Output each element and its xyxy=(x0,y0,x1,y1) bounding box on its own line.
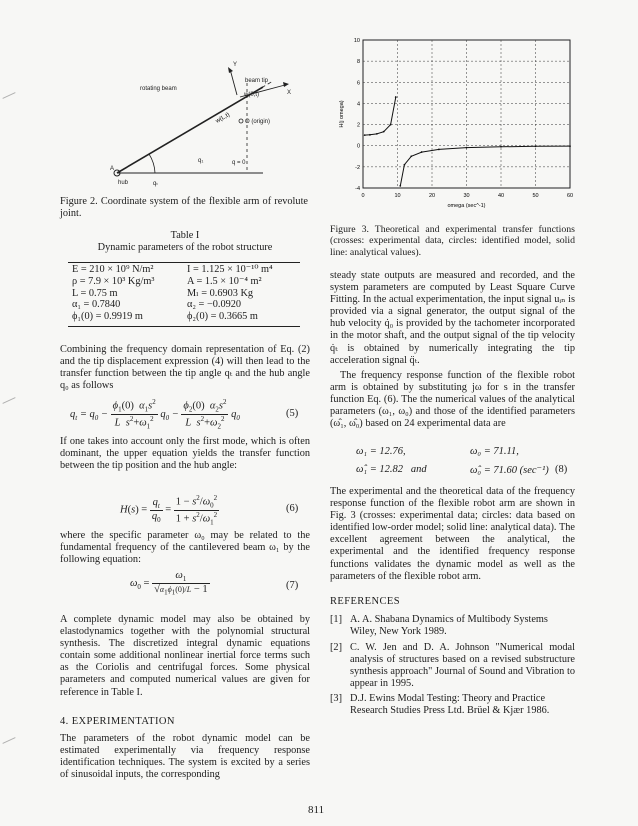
figure3-chart xyxy=(333,30,578,220)
equation-8-line2b: ω̂₀ = 71.60 (sec⁻¹) xyxy=(470,465,549,476)
equation-8-line1a: ω₁ = 12.76, xyxy=(356,446,406,457)
reference-3-number: [3] xyxy=(330,693,343,704)
scan-artifact xyxy=(2,92,15,99)
x-axis-title: omega (sec^-1) xyxy=(447,203,486,209)
series-line-analytical xyxy=(365,97,396,135)
figure2-diagram xyxy=(95,55,305,190)
right-paragraph-1: steady state outputs are measured and recorded, and the system parameters are computed by Least Square Curve Fitting. In the actual experimentation, the input signal uᵢₙ is provided via a signal generator, the output signal of the hub velocity q̇₀ is provided by the tachometer incorporated in the motor shaft, and the output signal of the tip velocity q̇ₜ is obtained by numerically integrating the tip acceleration signal q̈ₜ. xyxy=(330,270,575,366)
table1-top-rule xyxy=(68,262,300,263)
data-point xyxy=(364,134,366,136)
table1-row xyxy=(72,264,302,276)
figure2-caption: Figure 2. Coordinate system of the flexible arm of revolute joint. xyxy=(60,196,308,220)
data-point xyxy=(569,145,571,147)
data-point xyxy=(438,149,440,151)
equation-8-line2a: ω̂₁ = 12.82 and xyxy=(356,464,427,475)
q-zero-label: q = 0 xyxy=(232,160,246,166)
x-tick-label: 50 xyxy=(532,193,539,199)
x-tick-label: 60 xyxy=(566,193,574,199)
x-tick-label: 30 xyxy=(463,193,470,199)
data-point xyxy=(383,131,385,133)
table1-cell: Mₗ = 0.6903 Kg xyxy=(187,287,254,299)
equation-7: $\omega_0$ = $\frac{\omega_1}{√\alpha_1\phi_1(0)/L - 1}$ xyxy=(130,570,208,597)
y-tick-label: 2 xyxy=(356,122,360,129)
data-point xyxy=(399,185,401,187)
x-tick-label: 40 xyxy=(497,193,505,199)
equation-6: H(s) = $\frac{q_t}{q_0}$ = $\frac{1 - s^2/\omega_0^2}{1 + s^2/\omega_1^2}$ xyxy=(120,494,218,527)
scan-artifact xyxy=(2,397,15,404)
table1-subtitle: Dynamic parameters of the robot structure xyxy=(97,242,273,253)
qt-label: qₜ xyxy=(153,181,159,187)
table1-cell: I = 1.125 × 10⁻¹⁰ m⁴ xyxy=(187,264,273,275)
y-axis-label: Y xyxy=(233,62,238,68)
series-line-analytical-branch2 xyxy=(400,146,570,186)
scan-artifact xyxy=(2,737,15,744)
table1-cell: E = 210 × 10⁹ N/m² xyxy=(72,264,154,275)
y-tick-label: 8 xyxy=(356,59,360,66)
y-tick-label: -4 xyxy=(355,186,360,192)
equation-7-number: (7) xyxy=(286,580,299,591)
table1-row xyxy=(72,311,302,323)
y-tick-label: 10 xyxy=(353,38,360,44)
equation-5-number: (5) xyxy=(286,408,299,419)
x-tick-label: 0 xyxy=(361,193,365,199)
x-tick-label: 20 xyxy=(428,193,436,199)
table1-cell: α₁ = 0.7840 xyxy=(72,299,121,311)
left-paragraph-1: Combining the frequency domain representation of Eq. (2) and the tip displacement expression (4) will then lead to the transfer function between the tip angle qₜ and the hub angle q₀ as follows xyxy=(60,344,310,392)
y-tick-label: 6 xyxy=(356,80,360,87)
arc-angle-label: q₁ xyxy=(198,158,204,164)
hub-a-label: A xyxy=(110,166,115,172)
reference-1: A. A. Shabana Dynamics of Multibody Systems Wiley, New York 1989. xyxy=(350,614,548,638)
table1-row xyxy=(72,288,302,300)
y-tick-label: 4 xyxy=(356,101,360,108)
reference-2: C. W. Jen and D. A. Johnson "Numerical modal analysis of structures based on a revised substructure synthesis approach" Journal of Sound and Vibration to appear in 1995. xyxy=(350,642,575,690)
x-tick-label: 10 xyxy=(394,193,401,199)
left-paragraph-5: The parameters of the robot dynamic model can be estimated experimentally via frequency response identification techniques. The system is excited by a series of sinusoidal inputs, the corresponding xyxy=(60,733,310,781)
references-heading: REFERENCES xyxy=(330,596,400,607)
table1-row xyxy=(72,276,302,288)
equation-5: $q_t = q_0$ − $\frac{\phi_1(0) \alpha_1s^2}{L s^2+\omega_1^2}$ $q_0$ − $\frac{\phi_2(0) \alpha_2s^2}{L s^2+\omega_2^2}$ $q_0$ xyxy=(70,398,240,431)
x-axis-label: X xyxy=(287,90,292,96)
data-point xyxy=(466,147,468,149)
origin-label: O (origin) xyxy=(245,119,271,125)
table1-bottom-rule xyxy=(68,326,300,327)
hub-label: hub xyxy=(118,180,129,186)
data-point xyxy=(404,164,406,166)
y-tick-label: -2 xyxy=(355,164,360,171)
data-point xyxy=(500,146,502,148)
rotating-beam-label: rotating beam xyxy=(140,86,177,92)
data-point xyxy=(376,133,378,135)
table1-row xyxy=(72,299,302,311)
table1-cell: α₂ = −0.0920 xyxy=(187,299,242,311)
table1-cell: A = 1.5 × 10⁻⁴ m² xyxy=(187,275,262,287)
table1-cell: L = 0.75 m xyxy=(72,287,118,299)
table1 xyxy=(72,264,302,323)
table1-cell: ϕ₂(0) = 0.3665 m xyxy=(187,311,258,323)
figure3-caption: Figure 3. Theoretical and experimental transfer functions (crosses: experimental data, circles: identified model, solid line: analytical values). xyxy=(330,224,575,258)
table1-title: Table I xyxy=(170,230,200,241)
left-paragraph-3: where the specific parameter ω₀ may be related to the fundamental frequency of the cantilevered beam ω₁ by the following equation: xyxy=(60,530,310,566)
equation-6-number: (6) xyxy=(286,503,299,514)
left-paragraph-4: A complete dynamic model may also be obtained by elastodynamics together with the polynomial structural synthesis. The discretized integral dynamic equations contain some additional nonlinear inertial force terms such as the Coriolis and centrifugal forces. Some physical parameters and computed numerical values are given for reference in Table I. xyxy=(60,614,310,698)
reference-1-number: [1] xyxy=(330,614,343,625)
table1-cell: ϕ₁(0) = 0.9919 m xyxy=(72,311,143,323)
w-label: w(0,t) xyxy=(244,92,259,98)
left-paragraph-2: If one takes into account only the first mode, which is often dominant, the upper equation yields the transfer function between the tip position and the hub angle: xyxy=(60,436,310,472)
right-paragraph-2: The frequency response function of the flexible robot arm is obtained by substituting jω for s in the transfer function Eq. (6). The the numerical values of the analytical parameters (ω₁, ω₀) and those of the identified parameters (ω̂₁, ω̂₀) based on 24 experimental data are xyxy=(330,370,575,430)
reference-3: D.J. Ewins Modal Testing: Theory and Practice Research Studies Press Ltd. Brüel & Kjær 1986. xyxy=(350,693,550,717)
page-number: 811 xyxy=(308,804,325,816)
data-point xyxy=(535,145,537,147)
data-point xyxy=(421,151,423,153)
reference-2-number: [2] xyxy=(330,642,343,653)
equation-8-line1b: ω₀ = 71.11, xyxy=(470,446,519,457)
section-4-heading: 4. EXPERIMENTATION xyxy=(60,716,175,727)
data-point xyxy=(410,155,412,157)
beam-ell-label: w(L,t) xyxy=(215,112,231,125)
data-point xyxy=(369,134,371,136)
beam-tip-label: beam tip xyxy=(245,78,269,84)
right-paragraph-3: The experimental and the theoretical data of the frequency response function of the flexible robot arm are shown in Fig. 3 (crosses: experimental data; circles: data based on identified low-order model; solid line: analytical data). The excellent agreement between the analytical, the experimental and the identified frequency response functions validates the dynamic model as well as the parameters of the flexible robot arm. xyxy=(330,486,575,582)
table1-cell: ρ = 7.9 × 10³ Kg/m³ xyxy=(72,275,155,287)
data-point xyxy=(395,96,397,98)
data-point xyxy=(390,124,392,126)
equation-8-number: (8) xyxy=(555,464,568,475)
y-tick-label: 0 xyxy=(356,143,360,150)
y-axis-title: H(j omega) xyxy=(339,100,345,128)
